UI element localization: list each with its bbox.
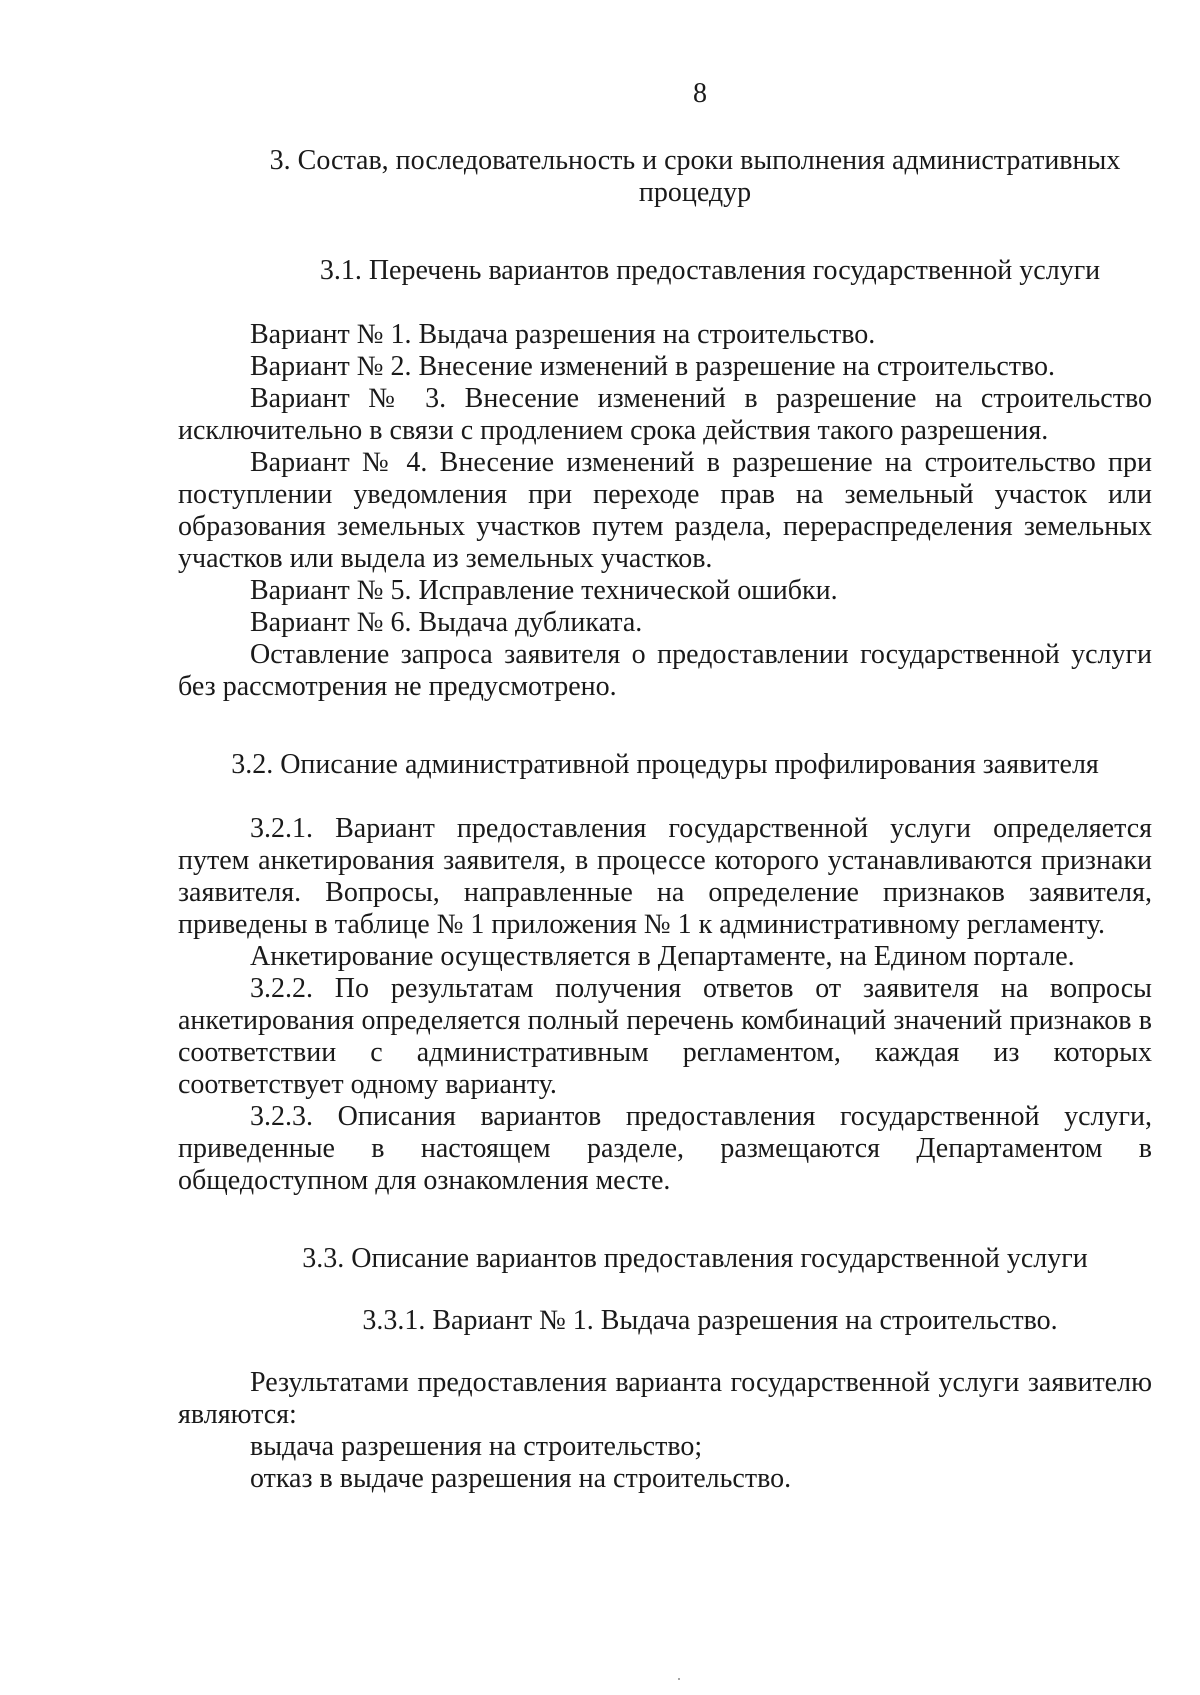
- result-2: отказ в выдаче разрешения на строительство.: [250, 1463, 792, 1494]
- page-number: 8: [693, 78, 707, 109]
- section-3-title-line2: процедур: [638, 177, 752, 208]
- variant-1: Вариант № 1. Выдача разрешения на строительство.: [250, 319, 876, 350]
- variant-3: Вариант № 3. Внесение изменений в разрешение на строительство исключительно в связи с продлением срока действия такого разрешения.: [178, 383, 1152, 446]
- section-3-1-title: 3.1. Перечень вариантов предоставления государственной услуги: [319, 255, 1101, 286]
- section-3-3-title: 3.3. Описание вариантов предоставления государственной услуги: [302, 1243, 1088, 1274]
- result-1: выдача разрешения на строительство;: [250, 1431, 703, 1462]
- survey-paragraph: Анкетирование осуществляется в Департаменте, на Едином портале.: [250, 941, 1075, 972]
- no-leave-paragraph: Оставление запроса заявителя о предоставлении государственной услуги без рассмотрения не предусмотрено.: [178, 639, 1152, 702]
- results-section: [178, 1367, 1152, 1495]
- variant-5: Вариант № 5. Исправление технической ошибки.: [250, 575, 838, 606]
- section-3-2-title: 3.2. Описание административной процедуры профилирования заявителя: [231, 749, 1099, 780]
- paragraph-3-2-3: 3.2.3. Описания вариантов предоставления государственной услуги, приведенные в настоящем разделе, размещаются Департаментом в общедоступном для ознакомления месте.: [178, 1101, 1152, 1196]
- paragraph-3-2-2: 3.2.2. По результатам получения ответов от заявителя на вопросы анкетирования определяется полный перечень комбинаций значений признаков в соответствии с административным регламентом, каждая из которых соответствует одному варианту.: [178, 973, 1152, 1100]
- variant-2: Вариант № 2. Внесение изменений в разрешение на строительство.: [250, 351, 1056, 382]
- scan-speck: [678, 1678, 680, 1680]
- profiling-section: [178, 813, 1152, 1197]
- results-intro: Результатами предоставления варианта государственной услуги заявителю являются:: [178, 1367, 1152, 1430]
- variants-list: [178, 319, 1152, 703]
- section-3-title-line1: 3. Состав, последовательность и сроки выполнения административных: [269, 145, 1121, 176]
- subsection-3-3-1-title: 3.3.1. Вариант № 1. Выдача разрешения на строительство.: [362, 1305, 1058, 1336]
- section-3-title: [178, 145, 1152, 209]
- paragraph-3-2-1: 3.2.1. Вариант предоставления государственной услуги определяется путем анкетирования заявителя, в процессе которого устанавливаются признаки заявителя. Вопросы, направленные на определение признаков заявителя, приведены в таблице № 1 приложения № 1 к административному регламенту.: [178, 813, 1152, 940]
- variant-4: Вариант № 4. Внесение изменений в разрешение на строительство при поступлении уведомления при переходе прав на земельный участок или образования земельных участков путем раздела, перераспределения земельных участков или выдела из земельных участков.: [178, 447, 1152, 574]
- document-body: [178, 145, 1152, 1495]
- variant-6: Вариант № 6. Выдача дубликата.: [250, 607, 643, 638]
